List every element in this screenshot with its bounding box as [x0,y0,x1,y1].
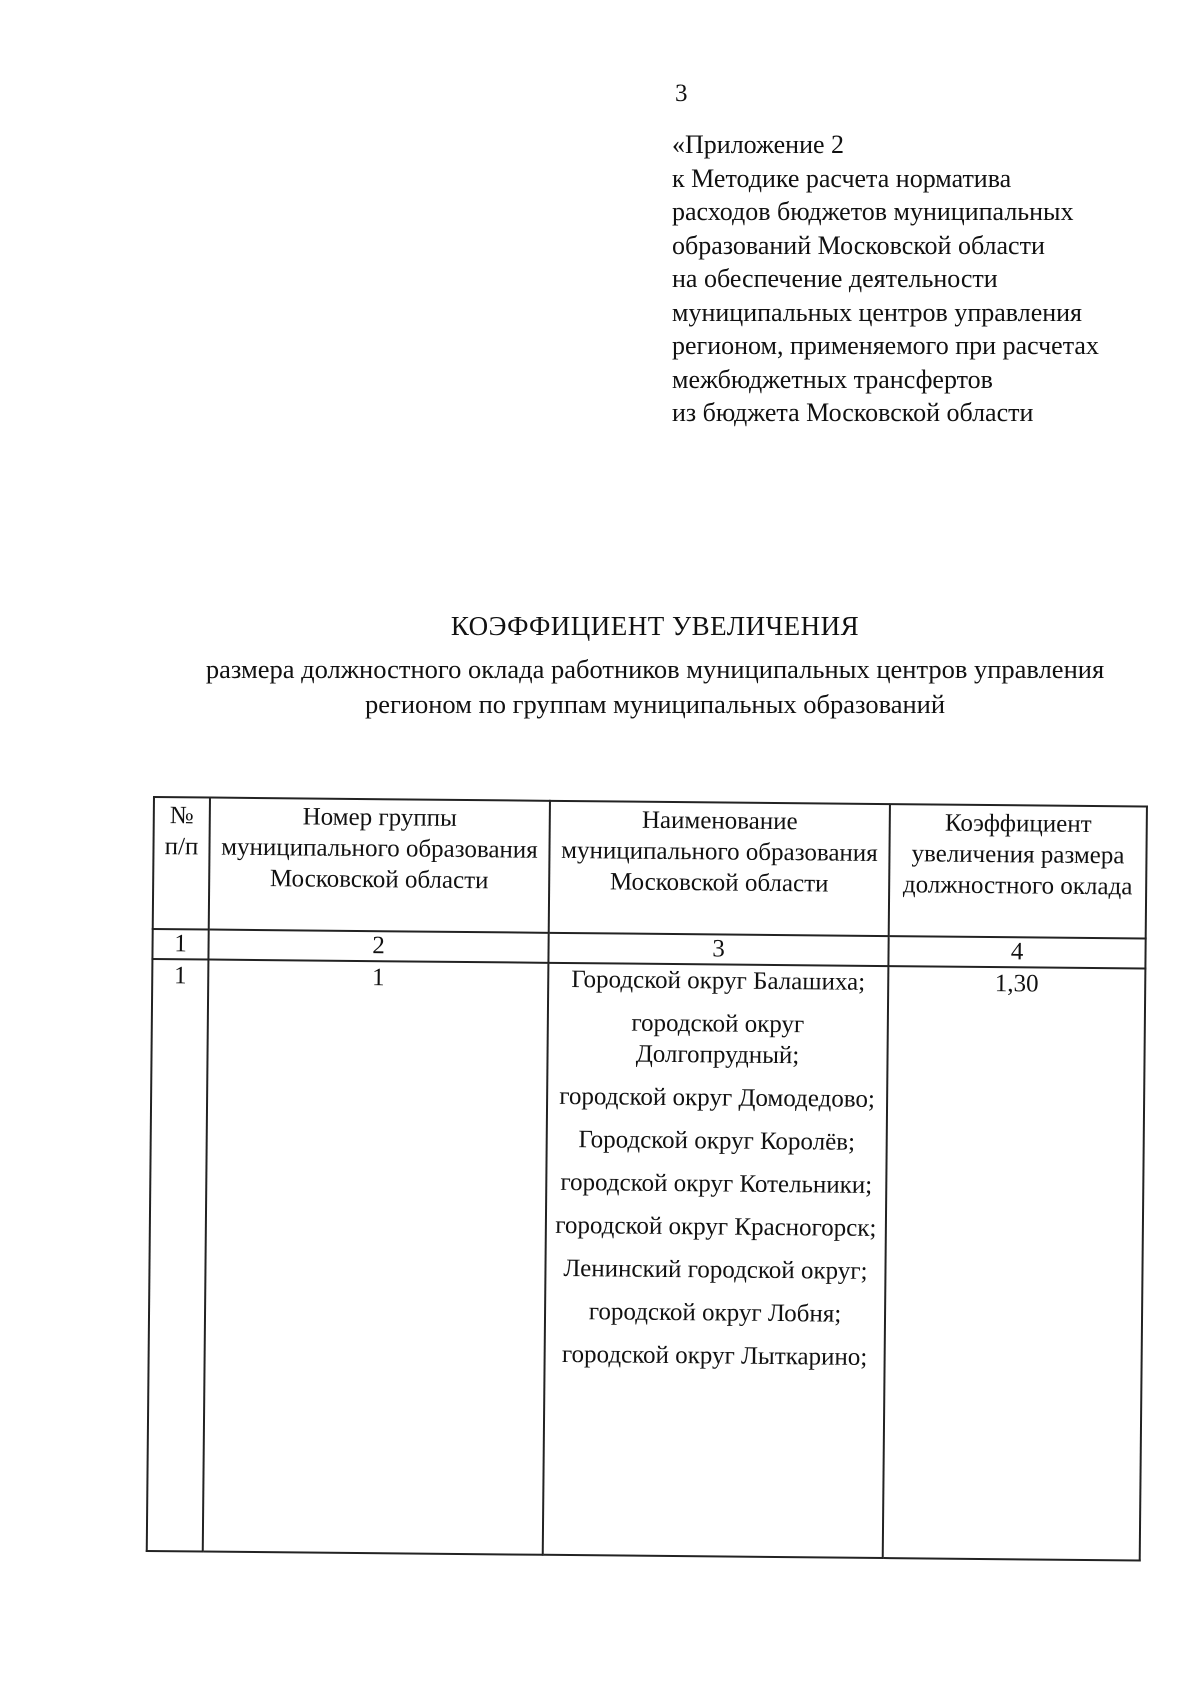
municipality-name: Городской округ Балашиха; [571,966,866,996]
municipality-name: городской округ Домодедово; [559,1082,876,1113]
document-subtitle [150,652,1160,722]
document-title: КОЭФФИЦИЕНТ УВЕЛИЧЕНИЯ [450,611,860,641]
appendix-line: расходов бюджетов муниципальных [672,197,1074,226]
appendix-line: на обеспечение деятельности [672,264,998,293]
column-number: 4 [888,936,1145,968]
municipality-name: городской округ Лыткарино; [561,1340,868,1371]
subtitle-line-1: размера должностного оклада работников муниципальных центров управления [205,654,1105,684]
appendix-line: регионом, применяемого при расчетах [672,331,1099,360]
table-header-row [153,797,1147,939]
appendix-line: образований Московской области [672,230,1045,260]
row-group: 1 [203,960,549,1555]
municipality-name: городской округ Котельники; [560,1168,873,1199]
row-names [543,963,889,1558]
subtitle-line-2: регионом по группам муниципальных образований [364,689,946,719]
municipality-name: городской округ Лобня; [588,1298,842,1328]
header-cell-group: Номер группы муниципального образования Московской области [209,798,550,933]
column-number: 2 [208,930,548,963]
coefficient-table [146,796,1148,1562]
municipality-name: Ленинский городской округ; [563,1254,868,1285]
header-cell-name: Наименование муниципального образования Московской области [549,801,890,936]
header-cell-index: № п/п [153,797,210,930]
municipality-name: городской округ Долгопрудный; [631,1009,805,1070]
column-number: 3 [548,933,888,966]
appendix-header [672,128,1172,430]
table-row [147,959,1146,1561]
row-coefficient: 1,30 [883,966,1146,1560]
header-cell-coefficient: Коэффициент увеличения размера должностного оклада [889,804,1147,938]
municipality-name: городской округ Красногорск; [555,1211,877,1242]
page-number: 3 [675,80,688,107]
appendix-line: из бюджета Московской области [672,398,1034,427]
municipality-name: Городской округ Королёв; [578,1126,856,1156]
appendix-line: «Приложение 2 [672,130,845,159]
column-number: 1 [152,929,208,960]
appendix-line: к Методике расчета норматива [672,163,1012,193]
appendix-line: межбюджетных трансфертов [672,364,993,394]
row-index: 1 [147,959,209,1552]
appendix-line: муниципальных центров управления [672,297,1083,327]
